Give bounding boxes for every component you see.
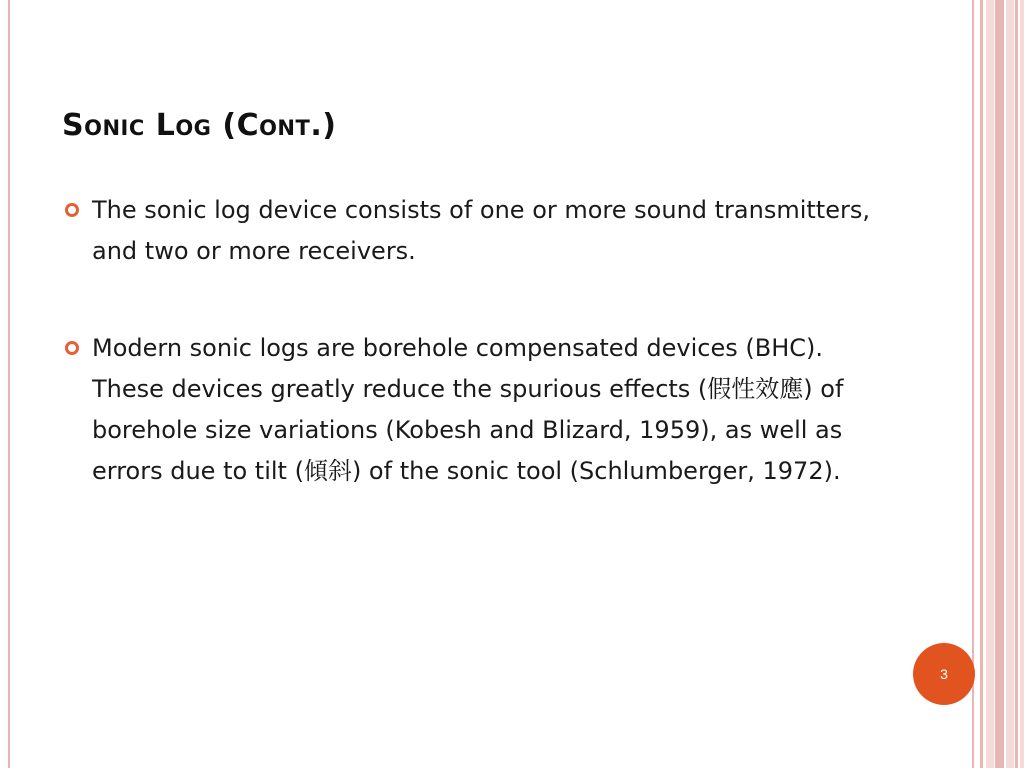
bullet-list (62, 190, 882, 492)
bullet-item (62, 190, 882, 272)
bullet-text: The sonic log device consists of one or more sound transmitters, and two or more receivers. (92, 196, 870, 265)
bullet-text: Modern sonic logs are borehole compensated devices (BHC). These devices greatly reduce the spurious effects (假性效應) of borehole size variations (Kobesh and Blizard, 1959), as well as errors due to tilt (傾斜) of the sonic tool (Schlumberger, 1972). (92, 334, 844, 485)
stripe (995, 0, 1004, 768)
right-decorative-stripes (972, 0, 1024, 768)
page-number-badge (913, 643, 975, 705)
left-border-line (8, 0, 10, 768)
stripe (980, 0, 983, 768)
stripe (986, 0, 994, 768)
stripe (1006, 0, 1014, 768)
bullet-item (62, 328, 882, 492)
ring-bullet-icon (65, 341, 79, 355)
page-number: 3 (940, 666, 948, 682)
stripe (972, 0, 974, 768)
stripe (1020, 0, 1024, 768)
ring-bullet-icon (65, 203, 79, 217)
stripe (1015, 0, 1018, 768)
slide-title: Sonic Log (Cont.) (62, 108, 337, 143)
